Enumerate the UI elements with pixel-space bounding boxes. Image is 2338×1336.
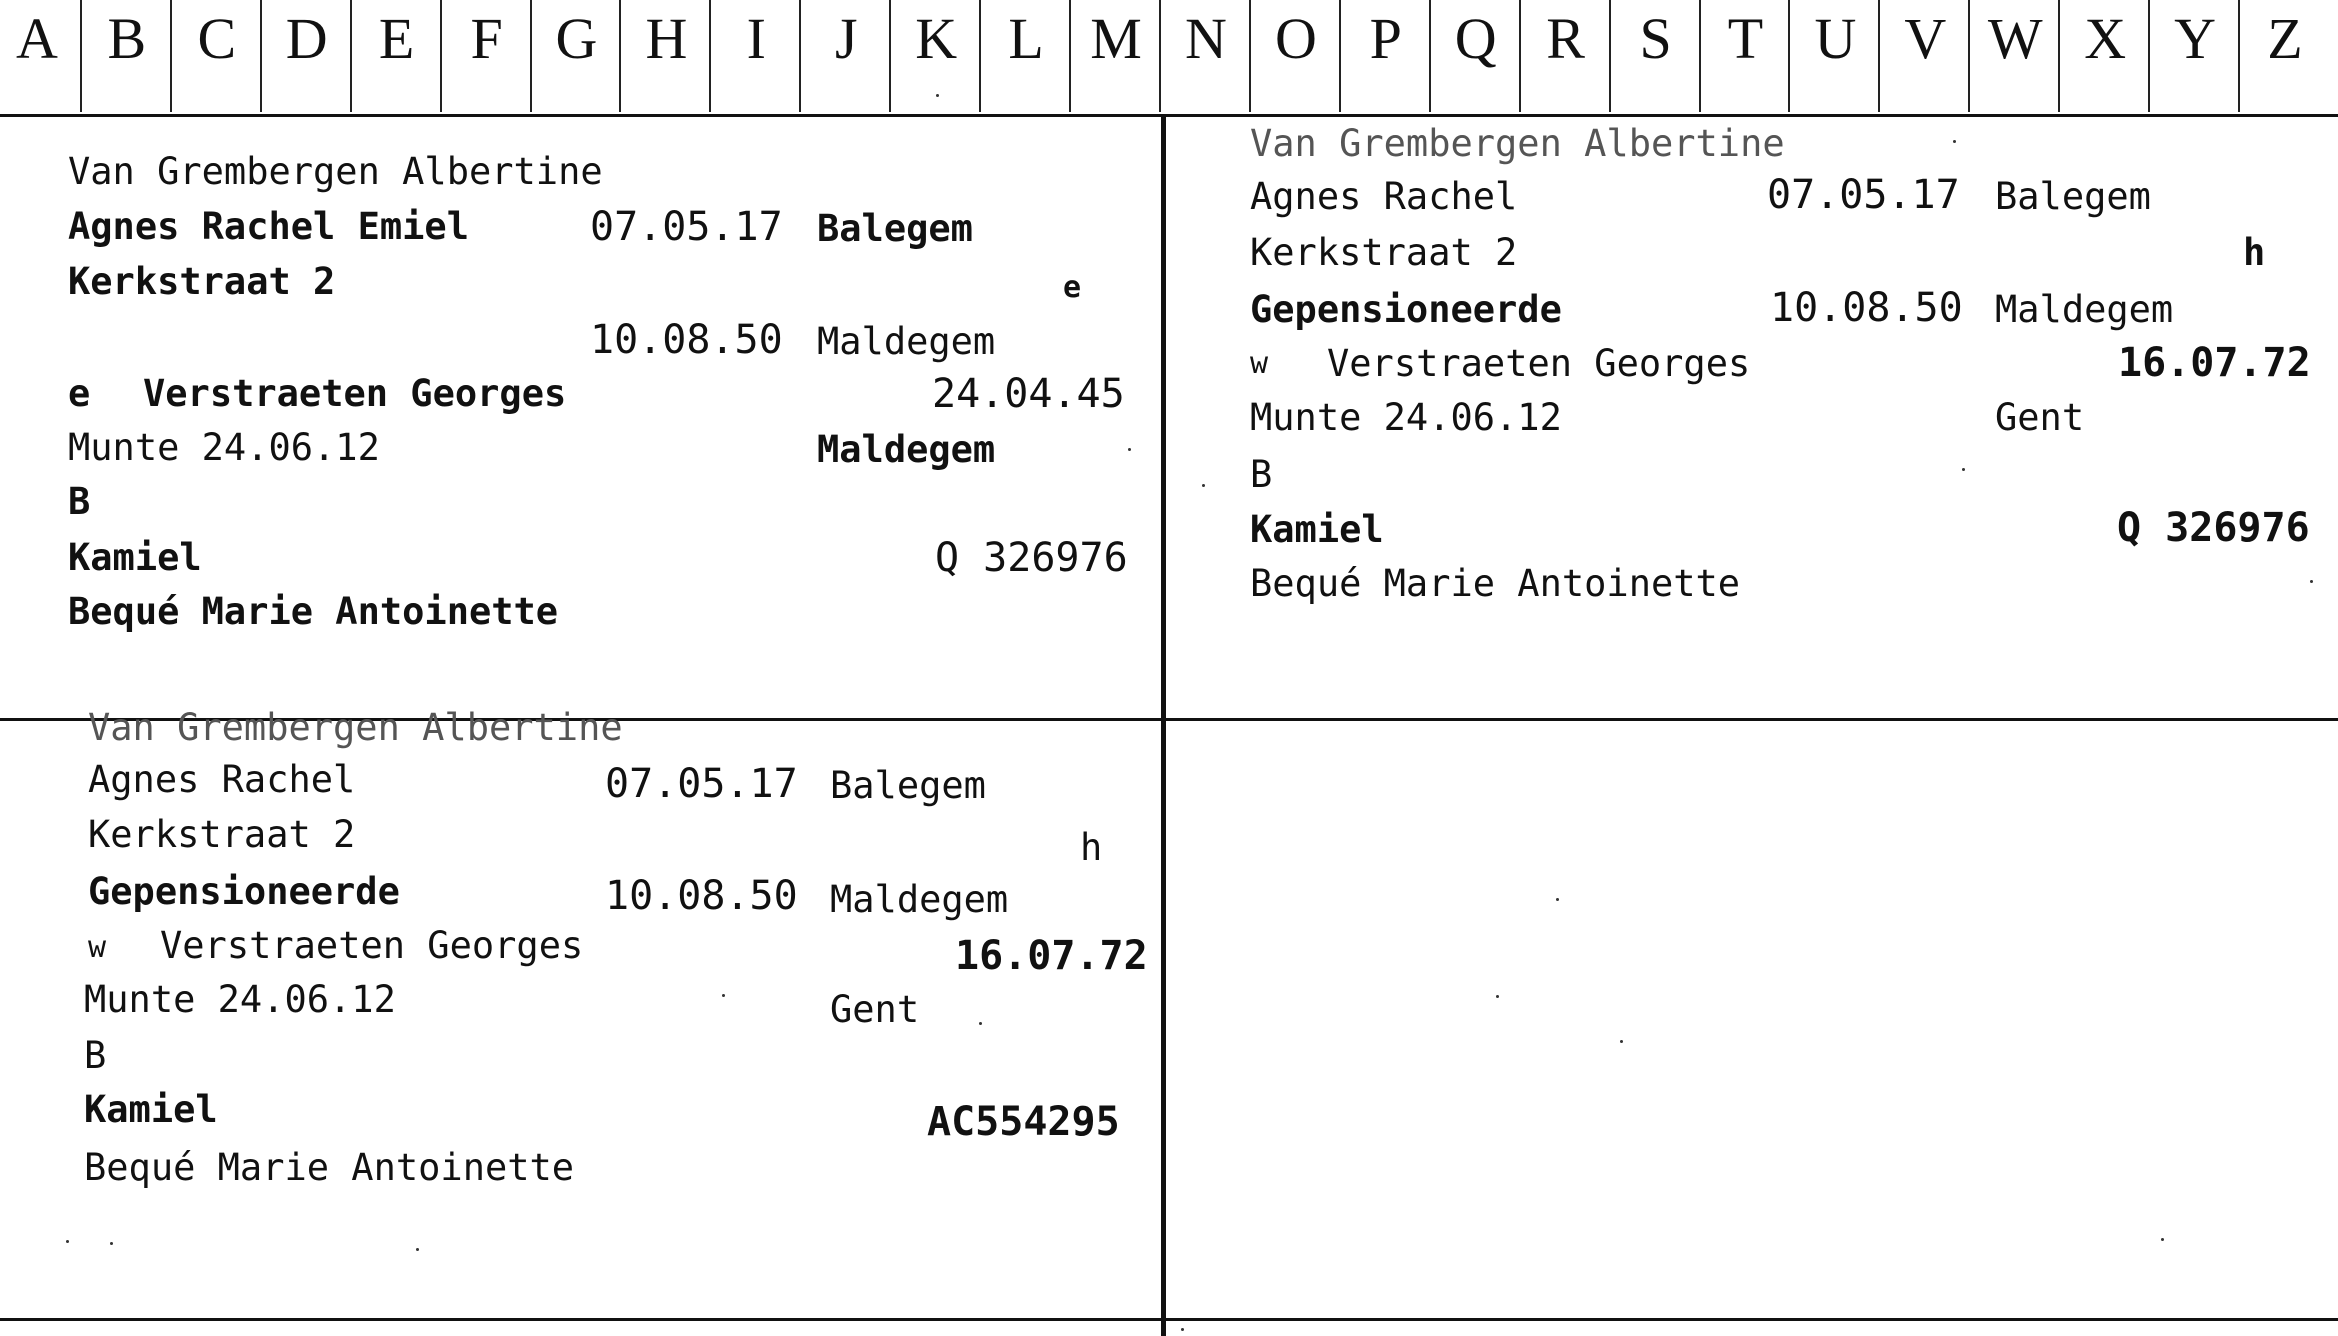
card2-marker: h — [2243, 231, 2266, 274]
alphabet-letter-n: N — [1185, 6, 1227, 71]
card2-name-line: Van Grembergen Albertine — [1250, 122, 1785, 165]
alphabet-divider — [1878, 0, 1880, 112]
card1-name-line: Van Grembergen Albertine — [68, 150, 603, 193]
alphabet-divider — [1069, 0, 1071, 112]
card2-birth-place: Balegem — [1995, 175, 2151, 218]
card3-spouse: Verstraeten Georges — [160, 924, 584, 967]
card2-address: Kerkstraat 2 — [1250, 231, 1518, 274]
card1-birth-place: Balegem — [817, 207, 973, 250]
alphabet-letter-x: X — [2084, 6, 2127, 71]
alphabet-letter-m: M — [1090, 6, 1142, 71]
alphabet-divider — [2058, 0, 2060, 112]
card2-occupation: Gepensioneerde — [1250, 288, 1562, 331]
card2-birth-date: 07.05.17 — [1767, 172, 1960, 218]
card2-spouse: Verstraeten Georges — [1327, 342, 1751, 385]
card3-move-date: 10.08.50 — [605, 873, 798, 919]
alphabet-divider — [1429, 0, 1431, 112]
card1-address: Kerkstraat 2 — [68, 260, 336, 303]
alphabet-letter-y: Y — [2174, 6, 2217, 71]
alphabet-divider — [1339, 0, 1341, 112]
card1-id-number: Q 326976 — [935, 535, 1128, 581]
card3-name-line: Van Grembergen Albertine — [88, 706, 623, 749]
card2-id-number: Q 326976 — [2117, 505, 2310, 551]
alphabet-divider — [170, 0, 172, 112]
alphabet-letter-j: J — [834, 6, 858, 71]
alphabet-divider — [80, 0, 82, 112]
card3-mother: Bequé Marie Antoinette — [84, 1146, 575, 1189]
alphabet-divider — [619, 0, 621, 112]
card2-mother: Bequé Marie Antoinette — [1250, 562, 1741, 605]
alphabet-divider — [2238, 0, 2240, 112]
alphabet-divider — [889, 0, 891, 112]
alphabet-letter-r: R — [1546, 6, 1585, 71]
card3-letter: B — [84, 1034, 107, 1077]
card3-birth-date: 07.05.17 — [605, 761, 798, 807]
card1-spouse-prefix: e — [68, 372, 91, 415]
card-vertical-divider — [1161, 117, 1166, 1336]
card3-address: Kerkstraat 2 — [88, 813, 356, 856]
card1-spouse: Verstraeten Georges — [143, 372, 567, 415]
card1-spouse-birth: Munte 24.06.12 — [68, 426, 380, 469]
alphabet-strip-border — [0, 114, 2338, 117]
alphabet-divider — [530, 0, 532, 112]
alphabet-letter-f: F — [470, 6, 503, 71]
alphabet-divider — [1699, 0, 1701, 112]
card2-spouse-prefix: w — [1250, 346, 1269, 381]
alphabet-letter-q: Q — [1454, 6, 1497, 71]
card2-letter: B — [1250, 453, 1273, 496]
alphabet-divider — [799, 0, 801, 112]
alphabet-index-strip — [0, 0, 2338, 118]
alphabet-letter-a: A — [16, 6, 58, 71]
card1-first-names: Agnes Rachel Emiel — [68, 205, 469, 248]
card2-move-date: 10.08.50 — [1770, 285, 1963, 331]
card2-death-date: 16.07.72 — [2118, 340, 2311, 386]
alphabet-letter-z: Z — [2267, 6, 2303, 71]
card1-marriage-date: 24.04.45 — [932, 371, 1125, 417]
alphabet-divider — [979, 0, 981, 112]
card1-move-date: 10.08.50 — [590, 317, 783, 363]
alphabet-divider — [350, 0, 352, 112]
alphabet-letter-u: U — [1814, 6, 1857, 71]
card1-father: Kamiel — [68, 536, 202, 579]
alphabet-letter-l: L — [1008, 6, 1044, 71]
alphabet-letter-e: E — [378, 6, 415, 71]
card2-father: Kamiel — [1250, 508, 1384, 551]
card3-death-place: Gent — [830, 988, 920, 1031]
alphabet-divider — [1788, 0, 1790, 112]
card3-spouse-prefix: w — [88, 930, 107, 965]
alphabet-letter-o: O — [1274, 6, 1317, 71]
alphabet-divider — [1609, 0, 1611, 112]
alphabet-divider — [260, 0, 262, 112]
card3-id-number: AC554295 — [927, 1099, 1120, 1145]
alphabet-letter-h: H — [645, 6, 688, 71]
card3-occupation: Gepensioneerde — [88, 870, 400, 913]
card3-spouse-birth: Munte 24.06.12 — [84, 978, 396, 1021]
card1-move-place: Maldegem — [817, 320, 996, 363]
alphabet-divider — [1968, 0, 1970, 112]
alphabet-letter-p: P — [1369, 6, 1402, 71]
alphabet-letter-w: W — [1987, 6, 2043, 71]
alphabet-letter-c: C — [197, 6, 237, 71]
alphabet-divider — [1249, 0, 1251, 112]
card1-letter: B — [68, 480, 91, 523]
card-bottom-border — [0, 1318, 2338, 1321]
card3-marker: h — [1080, 826, 1103, 869]
alphabet-divider — [1159, 0, 1161, 112]
card2-first-names: Agnes Rachel — [1250, 175, 1518, 218]
alphabet-letter-v: V — [1904, 6, 1947, 71]
card3-move-place: Maldegem — [830, 878, 1009, 921]
card2-death-place: Gent — [1995, 396, 2085, 439]
card3-father: Kamiel — [84, 1088, 218, 1131]
alphabet-letter-g: G — [555, 6, 598, 71]
alphabet-divider — [2148, 0, 2150, 112]
alphabet-letter-b: B — [107, 6, 147, 71]
alphabet-divider — [1519, 0, 1521, 112]
alphabet-letter-i: I — [746, 6, 766, 71]
alphabet-divider — [709, 0, 711, 112]
card1-marriage-place: Maldegem — [817, 428, 996, 471]
card1-mother: Bequé Marie Antoinette — [68, 590, 559, 633]
card3-death-date: 16.07.72 — [955, 933, 1148, 979]
alphabet-letter-t: T — [1727, 6, 1764, 71]
card1-marker: e — [1063, 270, 1082, 305]
alphabet-divider — [440, 0, 442, 112]
card2-move-place: Maldegem — [1995, 288, 2174, 331]
card3-birth-place: Balegem — [830, 764, 986, 807]
alphabet-letter-k: K — [915, 6, 958, 71]
card2-spouse-birth: Munte 24.06.12 — [1250, 396, 1562, 439]
alphabet-letter-s: S — [1639, 6, 1672, 71]
card1-birth-date: 07.05.17 — [590, 204, 783, 250]
card3-first-names: Agnes Rachel — [88, 758, 356, 801]
alphabet-letter-d: D — [285, 6, 328, 71]
